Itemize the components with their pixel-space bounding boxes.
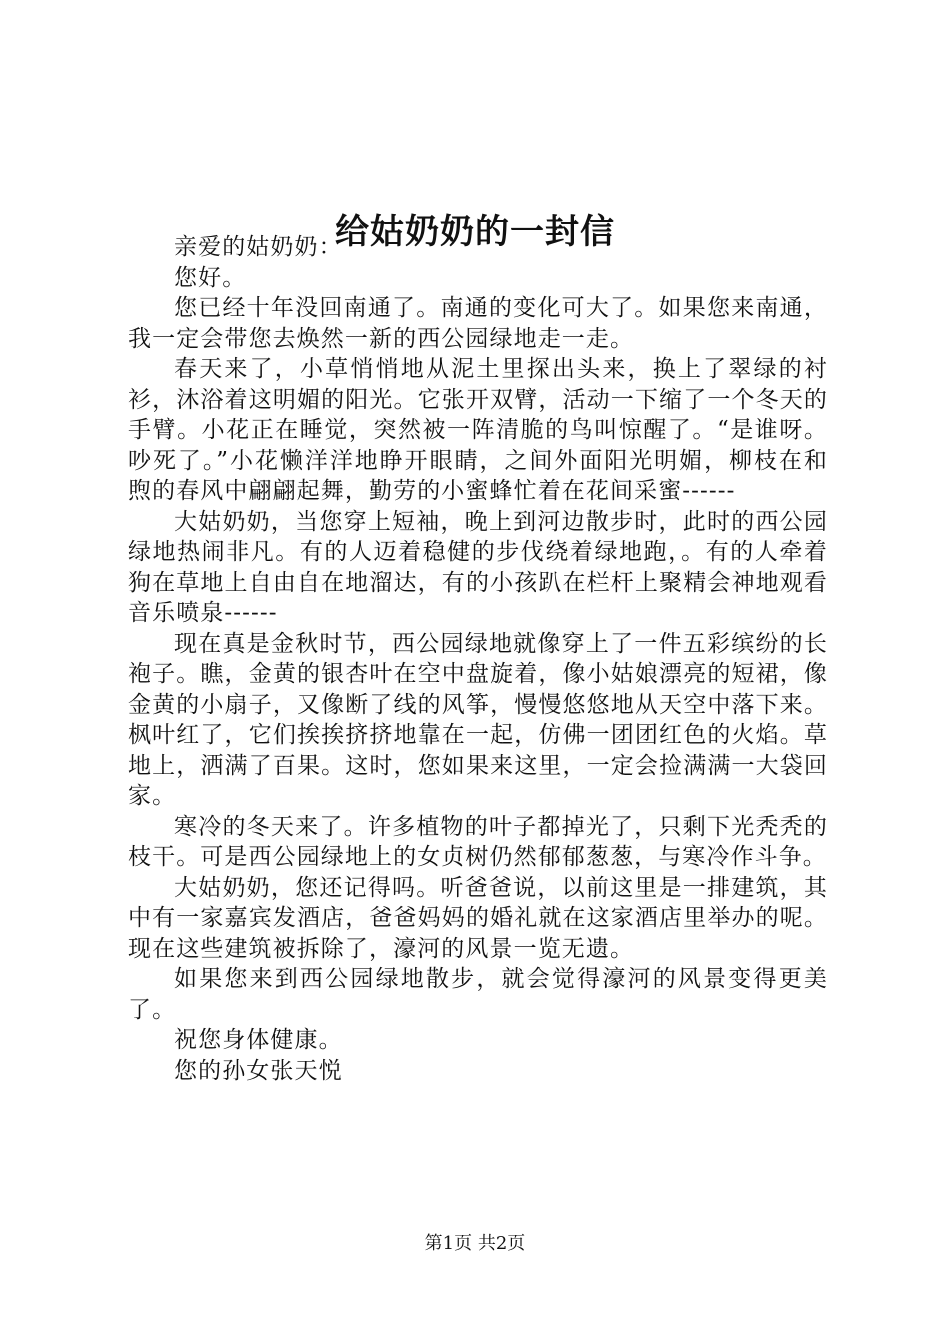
- page-footer: 第1页 共2页: [424, 1233, 526, 1254]
- hello-line: 您好。: [174, 264, 247, 291]
- paragraph-spring: 春天来了，小草悄悄地从泥土里探出头来，换上了翠绿的衬衫，沐浴着这明媚的阳光。它张开双臂，活动一下缩了一个冬天的手臂。小花正在睡觉，突然被一阵清脆的鸟叫惊醒了。“是谁呀。吵死了。”小花懒洋洋地睁开眼睛，之间外面阳光明媚，柳枝在和煦的春风中翩翩起舞，勤劳的小蜜蜂忙着在花间采蜜------: [128, 356, 828, 504]
- document-title: 给姑奶奶的一封信: [335, 211, 615, 252]
- paragraph-winter: 寒冷的冬天来了。许多植物的叶子都掉光了，只剩下光秃秃的枝干。可是西公园绿地上的女贞树仍然郁郁葱葱，与寒冷作斗争。: [128, 813, 828, 870]
- signature: 您的孙女张天悦: [174, 1057, 343, 1084]
- paragraph-autumn: 现在真是金秋时节，西公园绿地就像穿上了一件五彩缤纷的长袍子。瞧，金黄的银杏叶在空中盘旋着，像小姑娘漂亮的短裙，像金黄的小扇子，又像断了线的风筝，慢慢悠悠地从天空中落下来。枫叶红了，它们挨挨挤挤地靠在一起，仿佛一团团红色的火焰。草地上，洒满了百果。这时，您如果来这里，一定会捡满满一大袋回家。: [128, 630, 828, 809]
- paragraph-summer: 大姑奶奶，当您穿上短袖，晚上到河边散步时，此时的西公园绿地热闹非凡。有的人迈着稳健的步伐绕着绿地跑，。有的人牵着狗在草地上自由自在地溜达，有的小孩趴在栏杆上聚精会神地观看音乐喷泉------: [128, 508, 828, 626]
- paragraph-invitation: 如果您来到西公园绿地散步，就会觉得濠河的风景变得更美了。: [128, 966, 828, 1023]
- greeting: 亲爱的姑奶奶：: [174, 234, 343, 260]
- paragraph-history: 大姑奶奶，您还记得吗。听爸爸说，以前这里是一排建筑，其中有一家嘉宾发酒店，爸爸妈妈的婚礼就在这家酒店里举办的呢。现在这些建筑被拆除了，濠河的风景一览无遗。: [128, 874, 828, 962]
- paragraph-intro: 您已经十年没回南通了。南通的变化可大了。如果您来南通，我一定会带您去焕然一新的西公园绿地走一走。: [128, 295, 828, 352]
- letter-body: [128, 232, 828, 1086]
- closing-line: 祝您身体健康。: [174, 1027, 343, 1053]
